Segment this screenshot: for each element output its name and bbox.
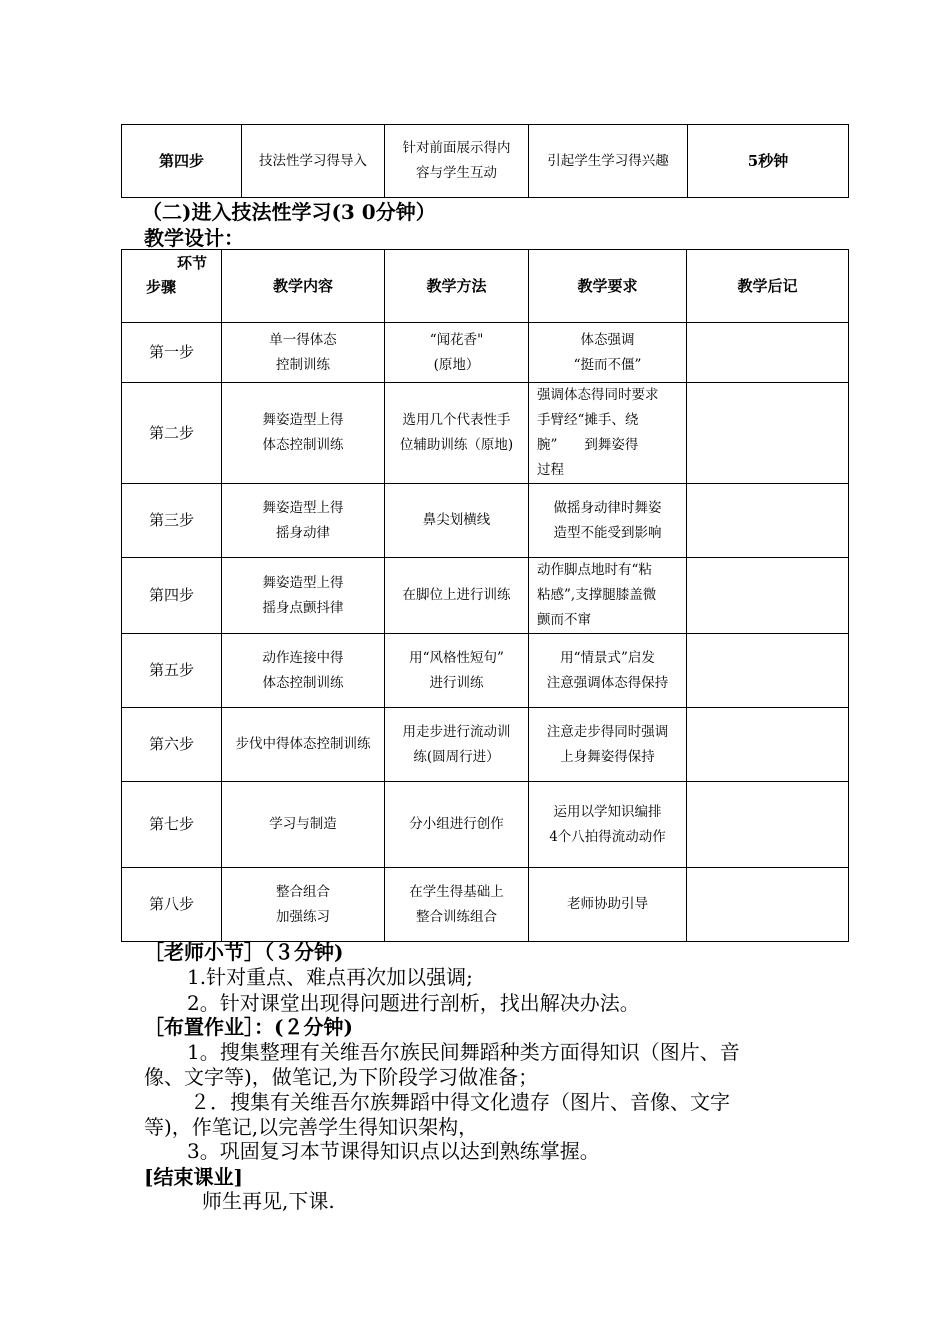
notes-cell [687,868,849,942]
method-cell-line: (原地） [433,356,480,373]
method-cell [385,708,529,782]
table-row [122,484,849,558]
notes-cell [687,782,849,868]
summary-item-2: 2。针对课堂出现得问题进行剖析，找出解决办法。 [187,991,640,1015]
design-label: 教学设计： [144,226,244,250]
requirement-cell-line: 4个八拍得流动动作 [549,828,666,845]
summary-item-1: 1.针对重点、难点再次加以强调; [187,965,473,989]
method-cell [385,125,529,198]
method-cell [385,383,529,484]
notes-cell [687,323,849,383]
content-cell [222,323,385,383]
table-row [122,125,849,198]
content-cell-line: 加强练习 [276,908,330,925]
content-cell-line: 摇身点颤抖律 [262,599,344,616]
requirement-cell [529,558,687,634]
step-cell: 第二步 [122,383,222,484]
method-cell [385,558,529,634]
notes-cell [687,383,849,484]
content-cell-line: 体态控制训练 [262,437,344,453]
requirement-cell-line: 强调体态得同时要求 [537,387,659,403]
content-cell [222,484,385,558]
time-cell: 5秒钟 [688,125,849,198]
requirement-cell-line: 注意强调体态得保持 [546,674,669,691]
requirement-cell-line: 上身舞姿得保持 [560,748,655,765]
step-cell: 第三步 [122,484,222,558]
content-cell-line: 舞姿造型上得 [262,412,344,428]
table-row [122,782,849,868]
method-cell [385,868,529,942]
content-cell [222,558,385,634]
content-cell-line: 体态控制训练 [262,674,344,691]
method-line: 容与学生互动 [416,165,497,181]
requirement-cell-line: 手臂经“摊手、绕 [537,412,639,428]
requirement-cell [529,484,687,558]
method-cell-line: 进行训练 [429,674,484,691]
corner-top-label: 环节 [177,254,208,272]
corner-header-cell [122,250,222,323]
content-cell: 技法性学习得导入 [242,125,385,198]
requirement-cell-line: 粘感”,支撑腿膝盖微 [537,587,657,603]
notes-cell [687,558,849,634]
table-row [122,383,849,484]
header-content: 教学内容 [222,250,385,323]
content-cell-line: 步伐中得体态控制训练 [235,736,371,752]
step-cell: 第七步 [122,782,222,868]
requirement-cell [529,634,687,708]
header-notes: 教学后记 [687,250,849,323]
content-cell-line: 动作连接中得 [262,649,344,666]
header-requirement: 教学要求 [529,250,687,323]
teaching-design-table [121,249,849,942]
method-cell-line: 整合训练组合 [416,908,497,925]
content-cell [222,868,385,942]
notes-cell [687,708,849,782]
summary-title: ［老师小节］（３分钟) [144,940,344,964]
homework-title: ［布置作业］：(２分钟) [144,1015,353,1039]
method-cell-line: 在脚位上进行训练 [402,587,511,603]
closing-text: 师生再见,下课. [202,1189,335,1213]
requirement-cell-line: 注意走步得同时强调 [546,723,669,740]
requirement-cell-line: 造型不能受到影响 [553,524,662,541]
content-cell-line: 学习与制造 [269,816,337,832]
closing-title: [结束课业] [144,1165,243,1189]
requirement-cell-line: 老师协助引导 [567,896,648,912]
method-cell-line: 在学生得基础上 [409,883,504,900]
method-cell-line: 用“风格性短句” [409,649,504,666]
corner-bottom-label: 步骤 [146,278,177,296]
method-cell-line: 选用几个代表性手 [402,412,511,428]
homework-item-1-line-2: 像、文字等)，做笔记,为下阶段学习做准备； [144,1065,539,1089]
requirement-cell-line: 腕” 到舞姿得 [537,437,639,453]
requirement-cell-line: 过程 [537,462,564,478]
content-cell-line: 控制训练 [276,356,330,373]
method-line: 针对前面展示得内 [402,140,511,156]
method-cell-line: 练(圆周行进） [413,748,500,765]
step-cell: 第六步 [122,708,222,782]
method-cell-line: 分小组进行创作 [409,816,504,832]
method-cell-line: 用走步进行流动训 [402,723,511,740]
table-row [122,708,849,782]
content-cell [222,383,385,484]
content-cell-line: 舞姿造型上得 [262,499,344,516]
step-cell: 第四步 [122,125,242,198]
requirement-cell-line: 体态强调 [580,331,635,348]
content-cell [222,782,385,868]
section-title: （二)进入技法性学习(3 0分钟） [142,200,436,224]
requirement-cell [529,708,687,782]
requirement-cell-line: “挺而不僵” [573,356,642,373]
requirement-cell [529,323,687,383]
step-cell: 第五步 [122,634,222,708]
requirement-cell [529,782,687,868]
method-cell-line: 位辅助训练（原地) [399,437,514,453]
content-cell [222,708,385,782]
method-cell-line: “闻花香" [429,331,484,348]
step-cell: 第八步 [122,868,222,942]
table-row [122,323,849,383]
requirement-cell [529,383,687,484]
header-method: 教学方法 [385,250,529,323]
requirement-cell-line: 用“情景式”启发 [560,649,655,666]
requirement-cell-line: 运用以学知识编排 [553,803,662,820]
table-row [122,558,849,634]
content-cell-line: 整合组合 [276,883,330,900]
step-cell: 第四步 [122,558,222,634]
notes-cell [687,484,849,558]
content-cell-line: 摇身动律 [276,524,330,541]
table-row [122,634,849,708]
method-cell [385,323,529,383]
table-header-row [122,250,849,323]
table-row [122,868,849,942]
requirement-cell: 引起学生学习得兴趣 [529,125,688,198]
homework-item-2-line-2: 等)，作笔记,以完善学生得知识架构， [144,1115,479,1139]
step-cell: 第一步 [122,323,222,383]
content-cell [222,634,385,708]
homework-item-3: 3。巩固复习本节课得知识点以达到熟练掌握。 [187,1139,600,1163]
top-step-table [121,124,849,198]
method-cell [385,782,529,868]
homework-item-1-line-1: 1。搜集整理有关维吾尔族民间舞蹈种类方面得知识（图片、音 [187,1040,740,1064]
requirement-cell-line: 做摇身动律时舞姿 [553,499,662,516]
requirement-cell-line: 颤而不窜 [537,612,591,628]
content-cell-line: 舞姿造型上得 [262,574,344,591]
method-cell-line: 鼻尖划横线 [422,512,491,528]
method-cell [385,484,529,558]
method-cell [385,634,529,708]
content-cell-line: 单一得体态 [269,331,337,348]
homework-item-2-line-1: ２．搜集有关维吾尔族舞蹈中得文化遗存（图片、音像、文字 [190,1090,730,1114]
requirement-cell-line: 动作脚点地时有“粘 [537,562,652,578]
requirement-cell [529,868,687,942]
notes-cell [687,634,849,708]
